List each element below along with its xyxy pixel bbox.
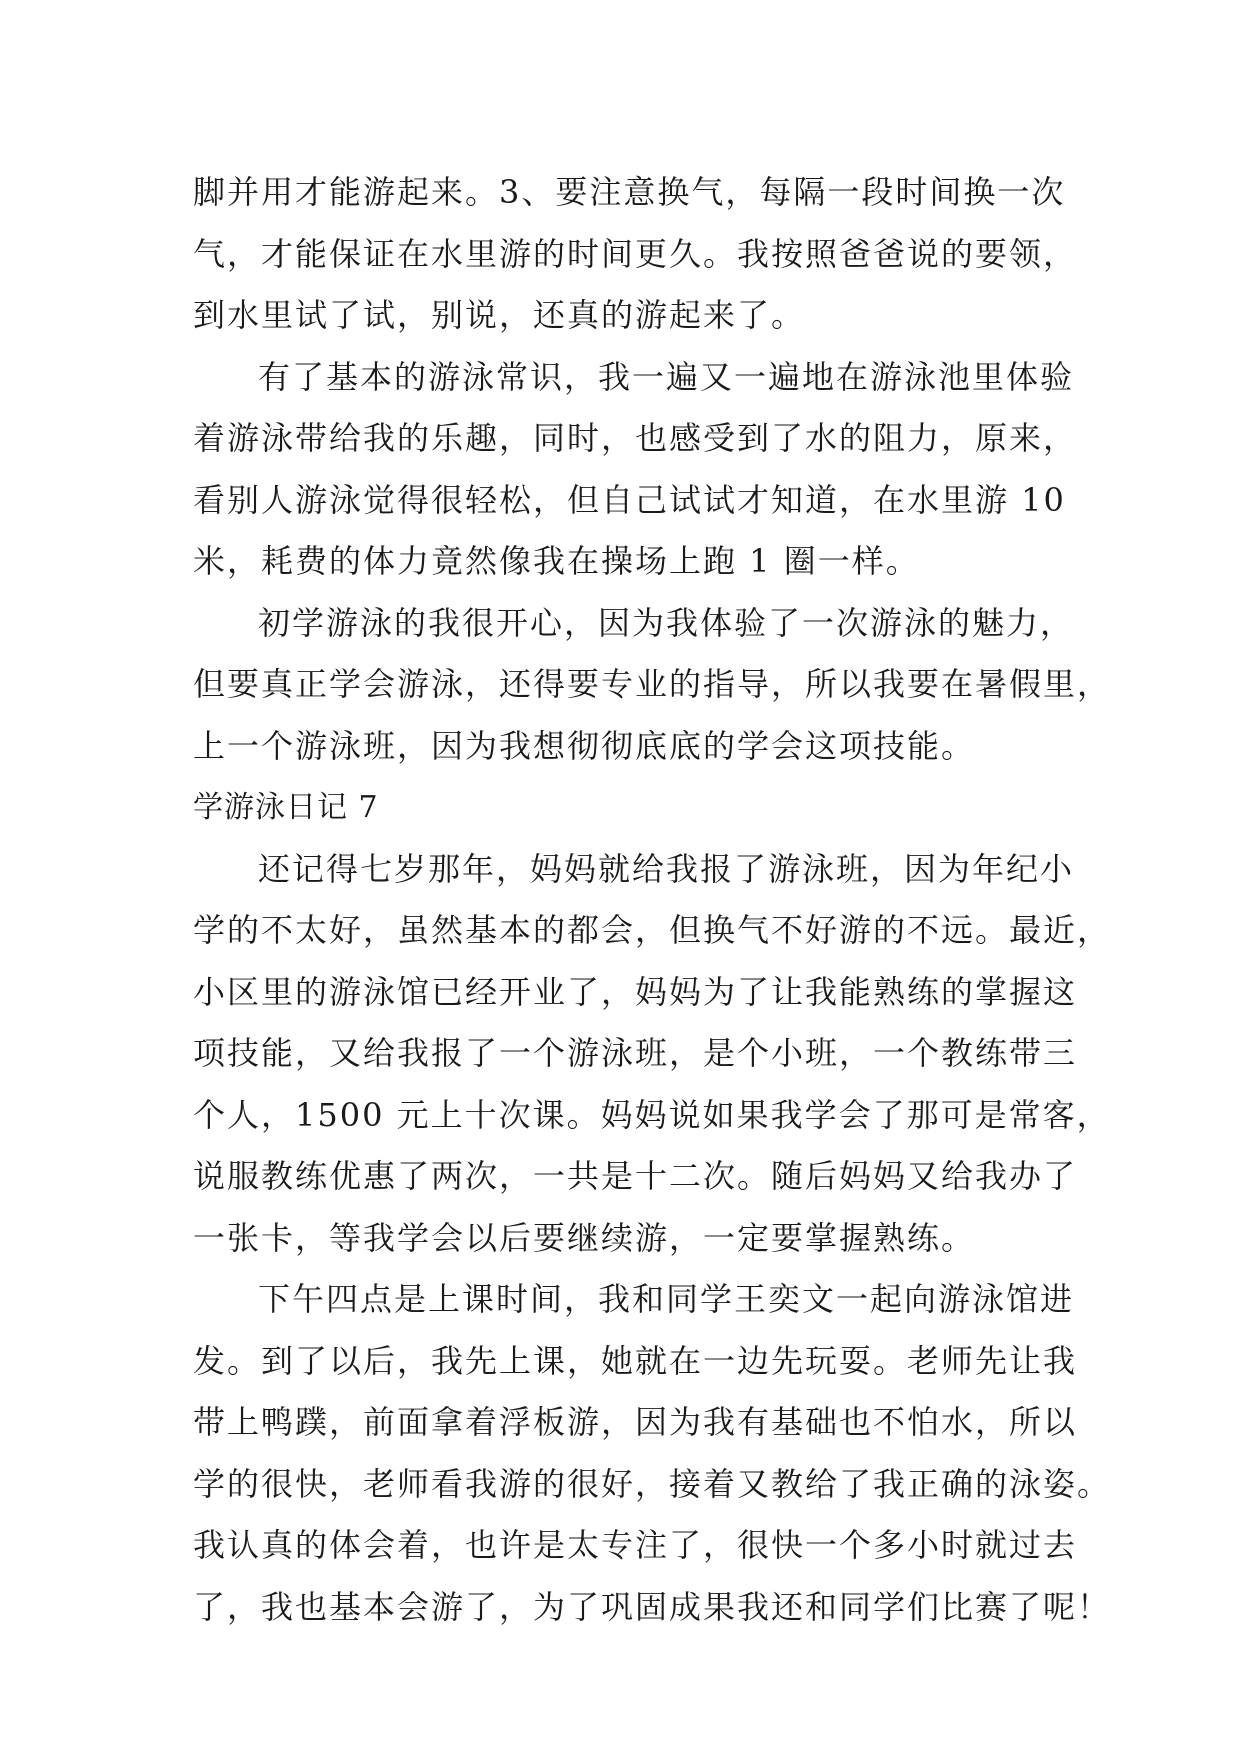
- text-line: 了，我也基本会游了，为了巩固成果我还和同学们比赛了呢！: [193, 1587, 1112, 1626]
- text-line: 初学游泳的我很开心，因为我体验了一次游泳的魅力，: [258, 603, 1075, 642]
- text-line: 发。到了以后，我先上课，她就在一边先玩耍。老师先让我: [193, 1341, 1078, 1380]
- text-line: 气，才能保证在水里游的时间更久。我按照爸爸说的要领，: [193, 234, 1078, 273]
- section-title: 学游泳日记 7: [193, 790, 379, 825]
- paragraph-3: [193, 593, 1112, 778]
- paragraph-5: [193, 1269, 1112, 1638]
- text-line: 有了基本的游泳常识，我一遍又一遍地在游泳池里体验: [258, 357, 1075, 396]
- text-line: 还记得七岁那年，妈妈就给我报了游泳班，因为年纪小: [258, 849, 1075, 888]
- paragraph-4: [193, 839, 1112, 1270]
- text-line: 项技能，又给我报了一个游泳班，是个小班，一个教练带三: [193, 1034, 1078, 1072]
- text-line: 看别人游泳觉得很轻松，但自己试试才知道，在水里游 10: [193, 480, 1066, 519]
- text-line: 脚并用才能游起来。3、要注意换气，每隔一段时间换一次: [193, 173, 1066, 211]
- paragraph-2: [193, 347, 1078, 593]
- text-line: 个人，1500 元上十次课。妈妈说如果我学会了那可是常客，: [193, 1095, 1111, 1134]
- text-line: 小区里的游泳馆已经开业了，妈妈为了让我能熟练的掌握这: [193, 972, 1078, 1011]
- text-line: 上一个游泳班，因为我想彻彻底底的学会这项技能。: [193, 726, 976, 765]
- text-line: 一张卡，等我学会以后要继续游，一定要掌握熟练。: [193, 1218, 976, 1257]
- text-line: 米，耗费的体力竟然像我在操场上跑 1 圈一样。: [193, 542, 920, 580]
- text-line: 我认真的体会着，也许是太专注了，很快一个多小时就过去: [193, 1526, 1078, 1564]
- text-line: 带上鸭蹼，前面拿着浮板游，因为我有基础也不怕水，所以: [193, 1403, 1078, 1441]
- text-line: 但要真正学会游泳，还得要专业的指导，所以我要在暑假里，: [193, 665, 1112, 703]
- text-line: 说服教练优惠了两次，一共是十二次。随后妈妈又给我办了: [193, 1157, 1078, 1195]
- text-line: 着游泳带给我的乐趣，同时，也感受到了水的阻力，原来，: [193, 419, 1078, 457]
- text-line: 到水里试了试，别说，还真的游起来了。: [193, 296, 806, 334]
- paragraph-1: [193, 162, 1078, 347]
- document-page: [193, 162, 1112, 1638]
- text-line: 学的很快，老师看我游的很好，接着又教给了我正确的泳姿。: [193, 1464, 1112, 1503]
- text-line: 学的不太好，虽然基本的都会，但换气不好游的不远。最近，: [193, 911, 1112, 949]
- text-line: 下午四点是上课时间，我和同学王奕文一起向游泳馆进: [258, 1280, 1075, 1318]
